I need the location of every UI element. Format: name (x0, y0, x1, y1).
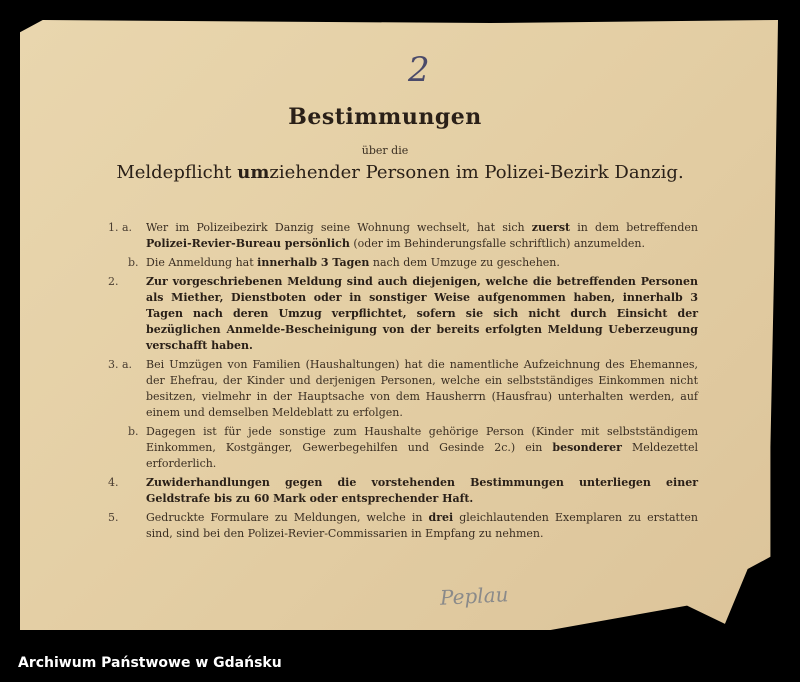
text-bold: drei (428, 511, 454, 524)
item-text: Zur vorgeschriebenen Meldung sind auch diejenigen, welche die betreffenden Personen als Miether, Dienstboten oder in sonstiger Weise aufgenommen haben, innerhalb 3 Tagen nach deren Umzug verpflichtet, sofern sie sich nicht durch Einsicht der bezüglichen Anmelde-Bescheinigung von der bereits erfolgten Meldung Ueberzeugung verschafft haben. (146, 275, 698, 352)
text-part: Wer im Polizeibezirk Danzig seine Wohnung wechselt, hat sich (146, 221, 532, 234)
item-text (146, 255, 698, 271)
text-bold: innerhalb 3 Tagen (257, 256, 370, 269)
text-part: Meldezettel erforderlich. (146, 441, 698, 470)
subtitle-part: ziehender Personen im Polizei-Bezirk Danzig. (269, 162, 684, 183)
text-bold: besonderer (552, 441, 622, 454)
archive-caption: Archiwum Państwowe w Gdańsku (18, 655, 282, 671)
item-label: 5. (108, 511, 119, 524)
item-text: Bei Umzügen von Familien (Haushaltungen) hat die namentliche Aufzeichnung des Ehemannes, der Ehefrau, der Kinder und derjenigen Personen, welche ein selbstständiges Einkommen nicht besitzen, vielmehr in der Hauptsache von dem Hausherrn (Hausfrau) unterhalten werden, auf einem und demselben Meldeblatt zu erfolgen. (146, 358, 698, 419)
list-item (108, 475, 698, 507)
list-item (108, 424, 698, 472)
list-item (108, 274, 698, 354)
subtitle-part: Meldepflicht (116, 162, 238, 183)
handwritten-page-number: 2 (408, 50, 430, 90)
subtitle-bold: um (237, 162, 270, 183)
document-subtitle (0, 162, 800, 183)
item-label: 3. a. (108, 358, 133, 371)
title-connector: über die (361, 144, 409, 157)
item-text (146, 510, 698, 542)
item-text (146, 424, 698, 472)
text-bold: zuerst (531, 221, 571, 234)
text-part: nach dem Umzuge zu geschehen. (369, 256, 560, 269)
text-part: (oder im Behinderungsfalle schriftlich) anzumelden. (349, 237, 645, 250)
item-label: b. (128, 425, 139, 438)
text-part: Dagegen ist für jede sonstige zum Haushalte gehörige Person (Kinder mit selbstständigem Einkommen, Kostgänger, Gewerbegehilfen und Gesinde 2c.) ein (146, 425, 698, 454)
item-label: 1. a. (108, 221, 133, 234)
text-part: Gedruckte Formulare zu Meldungen, welche in (146, 511, 429, 524)
document-title: Bestimmungen (288, 104, 482, 130)
pencil-annotation: Peplau (439, 582, 509, 610)
item-label: b. (128, 256, 139, 269)
text-part: gleichlautenden Exemplaren zu erstatten sind, sind bei den Polizei-Revier-Commissarien in Empfang zu nehmen. (146, 511, 698, 540)
text-bold: Polizei-Revier-Bureau persönlich (146, 237, 350, 250)
item-label: 4. (108, 476, 119, 489)
list-item (108, 510, 698, 542)
list-item (108, 357, 698, 421)
item-label: 2. (108, 275, 119, 288)
text-part: in dem betreffenden (570, 221, 698, 234)
item-text (146, 220, 698, 252)
text-part: Die Anmeldung hat (146, 256, 258, 269)
item-text: Zuwiderhandlungen gegen die vorstehenden Bestimmungen unterliegen einer Geldstrafe bis zu 60 Mark oder entsprechender Haft. (146, 476, 698, 505)
list-item (108, 255, 698, 271)
regulations-list (108, 220, 698, 545)
list-item (108, 220, 698, 252)
